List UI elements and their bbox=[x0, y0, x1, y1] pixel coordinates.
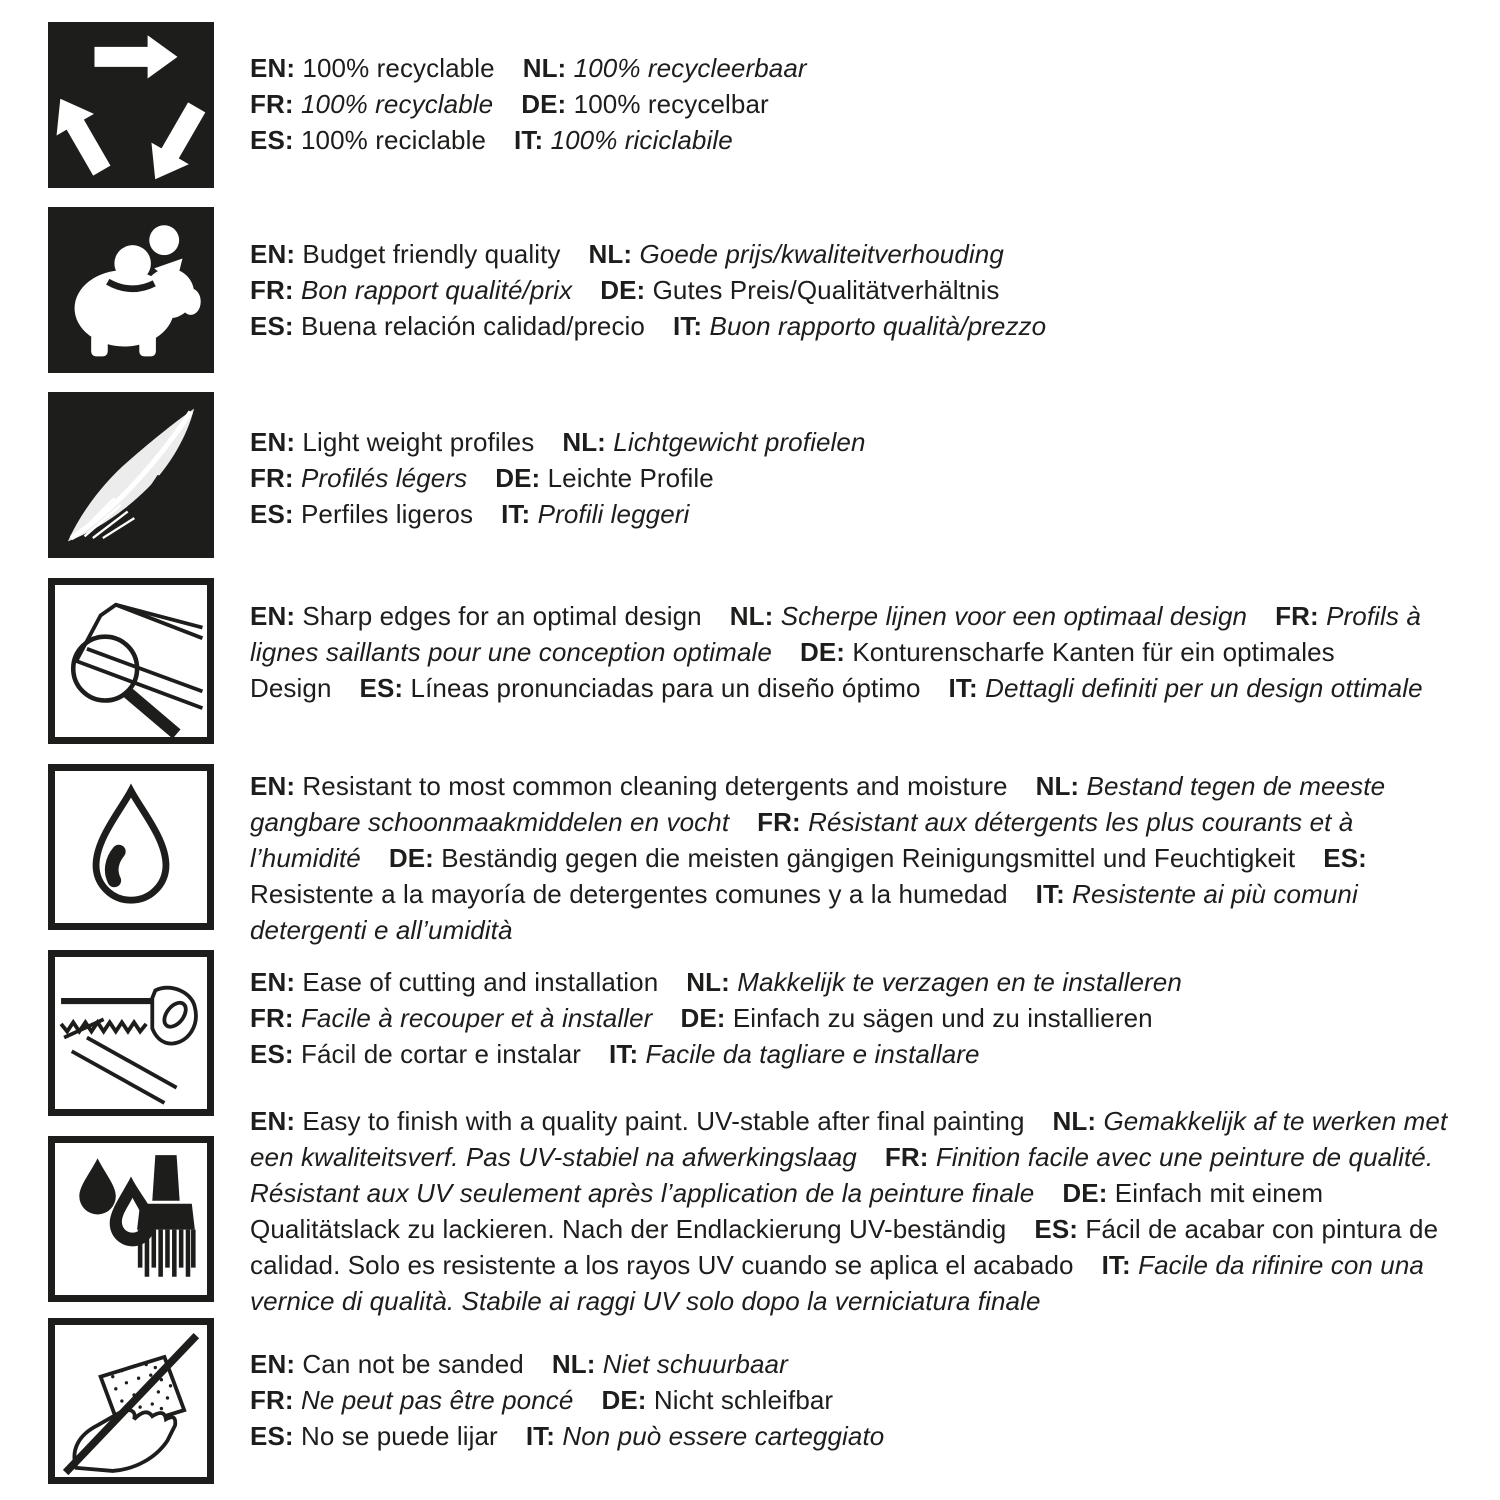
text-en: Easy to finish with a quality paint. UV-stable after final painting bbox=[302, 1106, 1025, 1136]
text-fr: Profils à lignes saillants pour une conception optimale bbox=[250, 601, 1421, 667]
lang-label-fr: FR: bbox=[250, 463, 294, 493]
lang-label-it: IT: bbox=[948, 673, 978, 703]
feature-text-moisture bbox=[250, 768, 1472, 948]
lang-label-fr: FR: bbox=[250, 1385, 294, 1415]
lang-label-it: IT: bbox=[673, 311, 703, 341]
feather-icon bbox=[48, 392, 214, 558]
text-nl: Lichtgewicht profielen bbox=[613, 427, 866, 457]
feature-text-sharp-edges bbox=[250, 598, 1472, 706]
lang-label-it: IT: bbox=[1035, 879, 1065, 909]
lang-label-it: IT: bbox=[525, 1421, 555, 1451]
text-es: Fácil de acabar con pintura de calidad. Solo es resistente a los rayos UV cuando se aplica el acabado bbox=[250, 1214, 1439, 1280]
text-fr: Profilés légers bbox=[300, 463, 468, 493]
text-de: Beständig gegen die meisten gängigen Reinigungsmittel und Feuchtigkeit bbox=[441, 843, 1296, 873]
text-es: Resistente a la mayoría de detergentes comunes y a la humedad bbox=[250, 879, 1008, 909]
text-es: No se puede lijar bbox=[300, 1421, 498, 1451]
lang-label-es: ES: bbox=[250, 499, 294, 529]
text-it: Buon rapporto qualità/prezzo bbox=[709, 311, 1047, 341]
text-es: Líneas pronunciadas para un diseño óptimo bbox=[410, 673, 921, 703]
text-nl: Gemakkelijk af te werken met een kwaliteitsverf. Pas UV-stabiel na afwerkingslaag bbox=[250, 1106, 1448, 1172]
lang-label-nl: NL: bbox=[686, 967, 730, 997]
text-it: Dettagli definiti per un design ottimale bbox=[985, 673, 1423, 703]
feature-text-cutting bbox=[250, 964, 1472, 1072]
text-fr: Facile à recouper et à installer bbox=[300, 1003, 653, 1033]
lang-label-nl: NL: bbox=[1035, 771, 1080, 801]
lang-label-en: EN: bbox=[250, 601, 296, 631]
text-en: Resistant to most common cleaning detergents and moisture bbox=[302, 771, 1008, 801]
lang-label-es: ES: bbox=[359, 673, 404, 703]
text-nl: Goede prijs/kwaliteitverhouding bbox=[639, 239, 1004, 269]
text-en: Light weight profiles bbox=[302, 427, 535, 457]
text-es: Perfiles ligeros bbox=[300, 499, 474, 529]
lang-label-it: IT: bbox=[609, 1039, 639, 1069]
lang-label-fr: FR: bbox=[757, 807, 801, 837]
text-it: Facile da tagliare e installare bbox=[645, 1039, 980, 1069]
text-nl: Makkelijk te verzagen en te installeren bbox=[737, 967, 1182, 997]
text-es: Fácil de cortar e instalar bbox=[300, 1039, 582, 1069]
lang-label-en: EN: bbox=[250, 427, 296, 457]
text-en: Budget friendly quality bbox=[302, 239, 561, 269]
text-es: Buena relación calidad/precio bbox=[300, 311, 645, 341]
lang-label-es: ES: bbox=[1323, 843, 1367, 873]
text-de: Einfach zu sägen und zu installieren bbox=[732, 1003, 1153, 1033]
text-it: 100% riciclabile bbox=[550, 125, 733, 155]
lang-label-nl: NL: bbox=[562, 427, 606, 457]
lang-label-de: DE: bbox=[680, 1003, 726, 1033]
saw-icon bbox=[48, 950, 214, 1116]
text-fr: Résistant aux détergents les plus courants et à l’humidité bbox=[250, 807, 1354, 873]
lang-label-es: ES: bbox=[250, 1039, 294, 1069]
text-de: Einfach mit einem Qualitätslack zu lackieren. Nach der Endlackierung UV-beständig bbox=[250, 1178, 1324, 1244]
text-de: Gutes Preis/Qualitätverhältnis bbox=[652, 275, 1000, 305]
lang-label-it: IT: bbox=[514, 125, 544, 155]
lang-label-es: ES: bbox=[1034, 1214, 1079, 1244]
lang-label-es: ES: bbox=[250, 1421, 294, 1451]
text-en: 100% recyclable bbox=[302, 53, 495, 83]
lang-label-en: EN: bbox=[250, 239, 296, 269]
recycle-icon bbox=[48, 22, 214, 188]
lang-label-en: EN: bbox=[250, 771, 296, 801]
lang-label-de: DE: bbox=[495, 463, 541, 493]
lang-label-nl: NL: bbox=[729, 601, 774, 631]
lang-label-es: ES: bbox=[250, 125, 294, 155]
lang-label-es: ES: bbox=[250, 311, 294, 341]
text-en: Ease of cutting and installation bbox=[302, 967, 659, 997]
text-it: Facile da rifinire con una vernice di qualità. Stabile ai raggi UV solo dopo la verniciatura finale bbox=[250, 1250, 1424, 1316]
lang-label-fr: FR: bbox=[1275, 601, 1319, 631]
text-fr: 100% recyclable bbox=[300, 89, 494, 119]
lang-label-de: DE: bbox=[521, 89, 567, 119]
lang-label-de: DE: bbox=[601, 1385, 647, 1415]
lang-label-en: EN: bbox=[250, 53, 296, 83]
lang-label-de: DE: bbox=[600, 275, 646, 305]
lang-label-it: IT: bbox=[501, 499, 531, 529]
feature-text-budget bbox=[250, 236, 1472, 344]
text-de: 100% recycelbar bbox=[573, 89, 769, 119]
text-de: Leichte Profile bbox=[547, 463, 714, 493]
text-de: Nicht schleifbar bbox=[653, 1385, 834, 1415]
lang-label-it: IT: bbox=[1101, 1250, 1131, 1280]
lang-label-nl: NL: bbox=[551, 1349, 596, 1379]
text-fr: Ne peut pas être poncé bbox=[300, 1385, 574, 1415]
feature-text-recyclable bbox=[250, 50, 1472, 158]
text-it: Non può essere carteggiato bbox=[562, 1421, 885, 1451]
text-fr: Finition facile avec une peinture de qualité. Résistant aux UV seulement après l’application de la peinture finale bbox=[250, 1142, 1434, 1208]
text-it: Profili leggeri bbox=[537, 499, 690, 529]
lang-label-en: EN: bbox=[250, 967, 296, 997]
feature-text-finish bbox=[250, 1103, 1472, 1319]
lang-label-de: DE: bbox=[799, 637, 846, 667]
lang-label-de: DE: bbox=[1062, 1178, 1108, 1208]
sharp-edges-magnifier-icon bbox=[48, 578, 214, 744]
paint-brush-icon bbox=[48, 1136, 214, 1302]
text-fr: Bon rapport qualité/prix bbox=[300, 275, 573, 305]
text-nl: Scherpe lijnen voor een optimaal design bbox=[780, 601, 1248, 631]
lang-label-fr: FR: bbox=[884, 1142, 929, 1172]
text-nl: 100% recycleerbaar bbox=[573, 53, 807, 83]
lang-label-nl: NL: bbox=[1052, 1106, 1097, 1136]
text-de: Konturenscharfe Kanten für ein optimales Design bbox=[250, 637, 1335, 703]
lang-label-fr: FR: bbox=[250, 275, 294, 305]
text-nl: Bestand tegen de meeste gangbare schoonmaakmiddelen en vocht bbox=[250, 771, 1386, 837]
lang-label-en: EN: bbox=[250, 1106, 296, 1136]
text-nl: Niet schuurbaar bbox=[602, 1349, 788, 1379]
piggy-bank-icon bbox=[48, 207, 214, 373]
lang-label-de: DE: bbox=[388, 843, 434, 873]
lang-label-en: EN: bbox=[250, 1349, 296, 1379]
text-es: 100% reciclable bbox=[300, 125, 487, 155]
feature-text-no-sanding bbox=[250, 1346, 1472, 1454]
no-sanding-icon bbox=[48, 1318, 214, 1484]
lang-label-nl: NL: bbox=[522, 53, 567, 83]
feature-text-lightweight bbox=[250, 424, 1472, 532]
text-en: Can not be sanded bbox=[302, 1349, 524, 1379]
text-en: Sharp edges for an optimal design bbox=[302, 601, 702, 631]
text-it: Resistente ai più comuni detergenti e all’umidità bbox=[250, 879, 1358, 945]
lang-label-fr: FR: bbox=[250, 1003, 294, 1033]
lang-label-nl: NL: bbox=[588, 239, 633, 269]
water-drop-icon bbox=[48, 764, 214, 930]
lang-label-fr: FR: bbox=[250, 89, 294, 119]
